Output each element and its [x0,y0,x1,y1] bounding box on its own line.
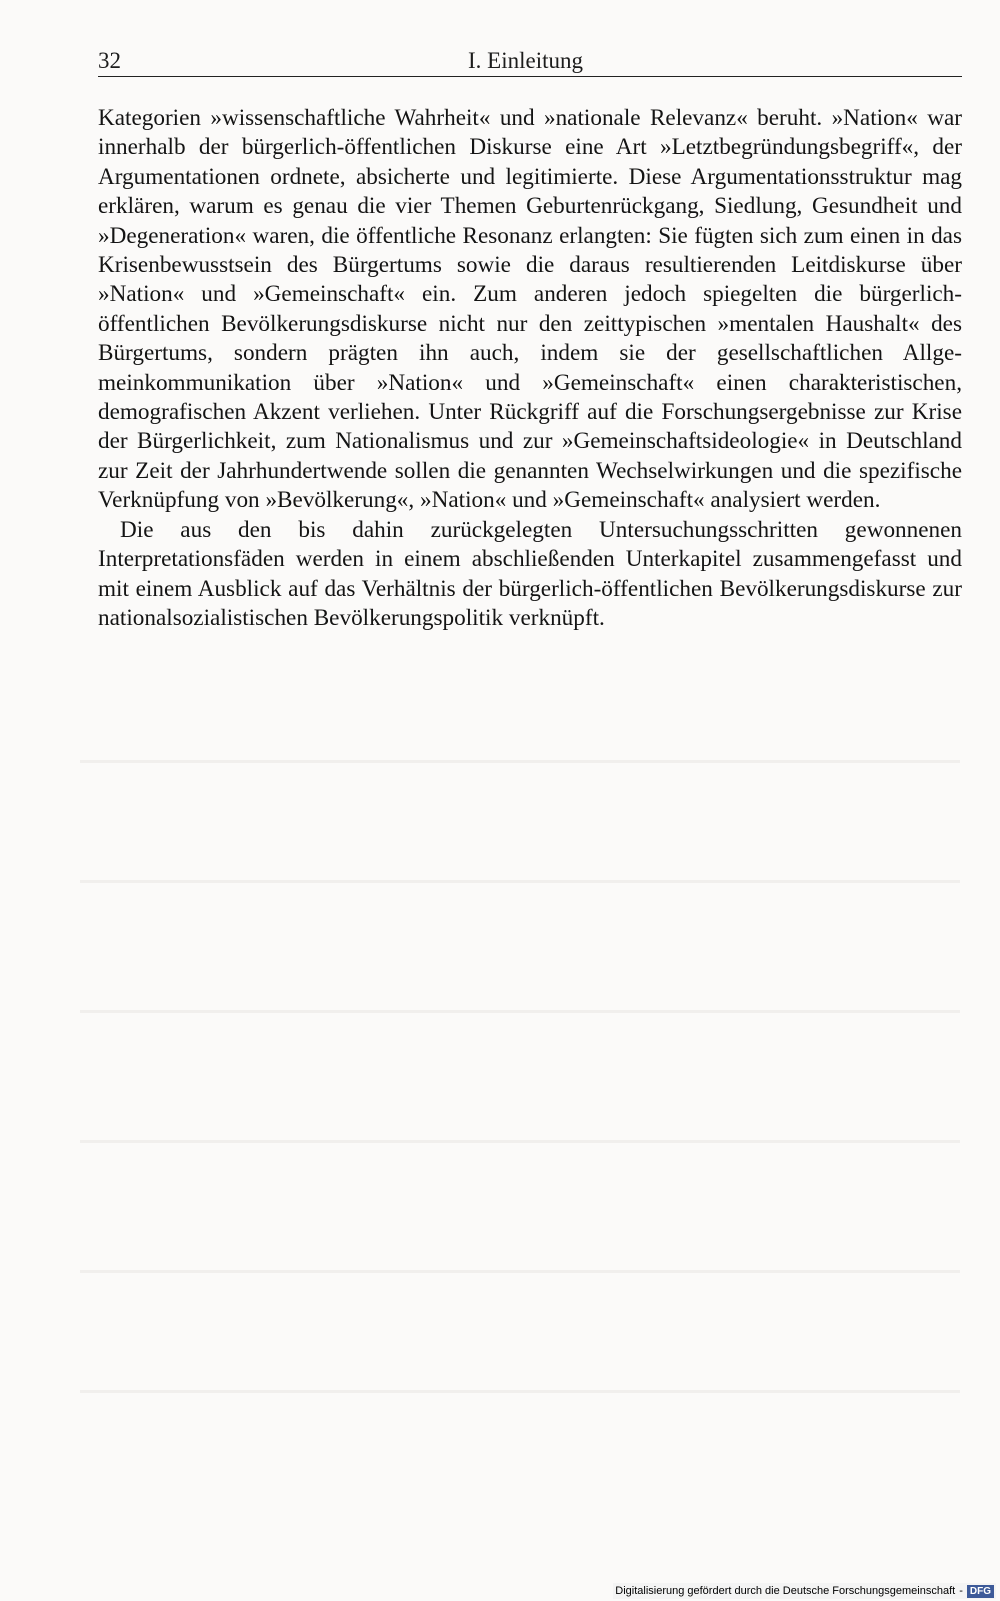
show-through-texture [80,1140,960,1143]
paragraph: Die aus den bis dahin zurückgelegten Untersuchungsschritten gewonnenen Interpretationsfäden werden in einem abschließenden Unterkapitel zusammengefasst und mit einem Ausblick auf das Verhältnis der bürgerlich-öffentlichen Bevölkerungsdiskurse zur nationalsozialistischen Bevölkerungspolitik verknüpft. [98,516,962,631]
running-head [98,48,962,77]
show-through-texture [80,1010,960,1013]
show-through-texture [80,760,960,763]
credit-separator: - [959,1585,963,1597]
body-text [98,104,962,633]
dfg-logo: DFG [967,1585,994,1598]
show-through-texture [80,1270,960,1273]
page-number: 32 [98,48,121,73]
paragraph: Kategorien »wissenschaftliche Wahrheit« und »nationale Relevanz« beruht. »Nation« war innerhalb der bürgerlich-öffentlichen Diskurse eine Art »Letztbegründungsbegriff«, der Argumentationen ordnete, absicherte und legitimierte. Diese Argumentationsstruktur mag erklären, warum es genau die vier Themen Geburtenrückgang, Siedlung, Gesundheit und »Degeneration« waren, die öffentliche Resonanz erlangten: Sie fügten sich zum einen in das Krisenbewusstsein des Bürgertums sowie die daraus resultierenden Leitdiskurse über »Nation« und »Gemeinschaft« ein. Zum anderen jedoch spiegelten die bürgerlich-öffentlichen Bevölkerungsdiskurse nicht nur den zeittypischen »mentalen Haushalt« des Bürgertums, sondern prägten ihn auch, indem sie der gesellschaftlichen Allgemeinkommunikation über »Nation« und »Gemeinschaft« einen charakteristischen, demografischen Akzent verliehen. Unter Rückgriff auf die Forschungsergebnisse zur Krise der Bürgerlichkeit, zum Nationalismus und zur »Gemeinschaftsideologie« in Deutschland zur Zeit der Jahrhundertwende sollen die genannten Wechselwirkungen und die spezifische Verknüpfung von »Bevölkerung«, »Nation« und »Gemeinschaft« analysiert werden. [98,105,962,514]
chapter-title: I. Einleitung [468,48,583,73]
show-through-texture [80,1390,960,1393]
credit-text: Digitalisierung gefördert durch die Deutsche Forschungsgemeinschaft [615,1585,956,1597]
show-through-texture [80,880,960,883]
digitization-credit [613,1583,996,1599]
